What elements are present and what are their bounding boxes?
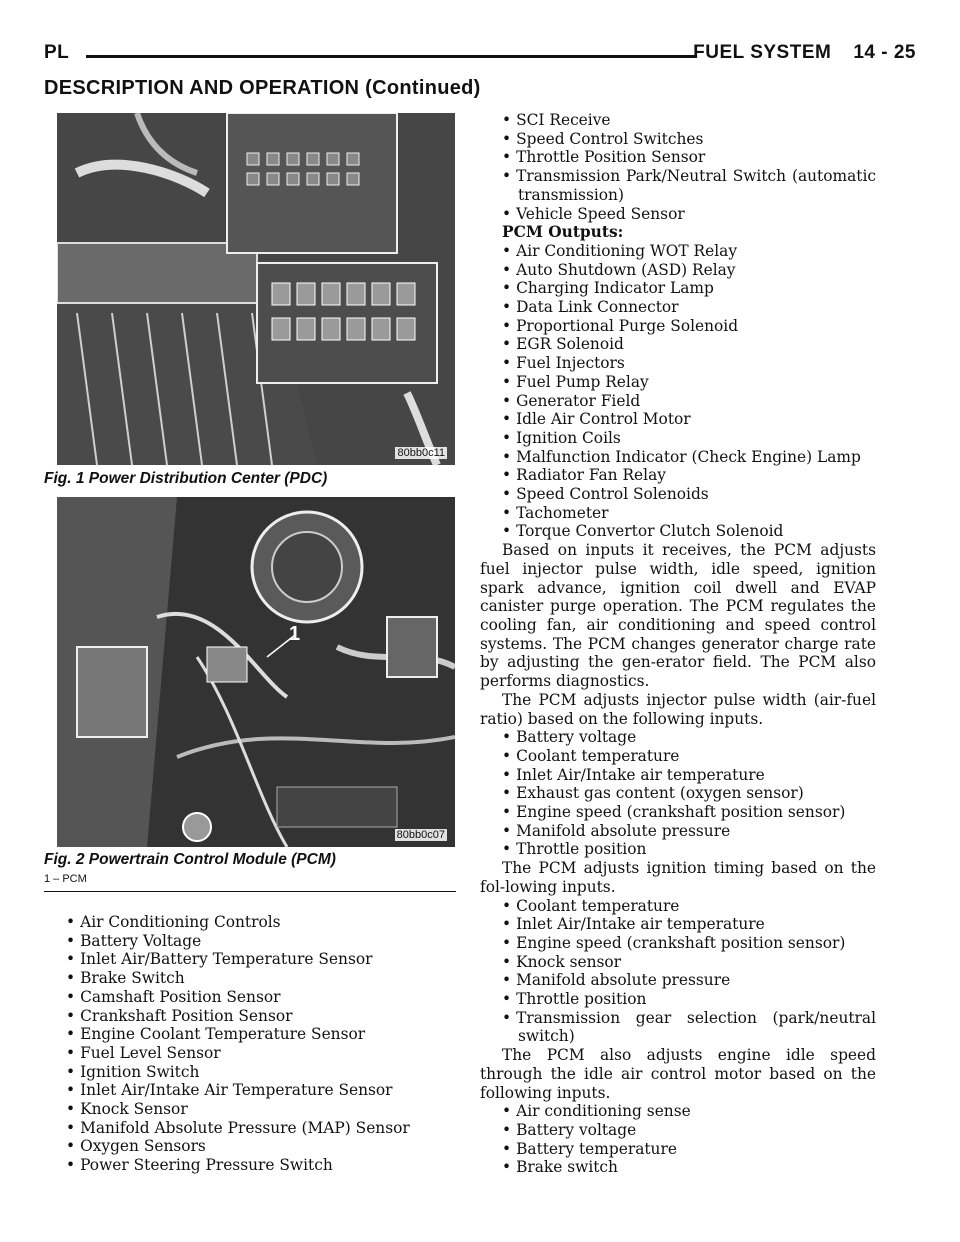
figure-rule <box>44 891 456 892</box>
list-item: • Coolant temperature <box>486 897 876 916</box>
list-item: • Camshaft Position Sensor <box>50 988 456 1007</box>
list-item: • Power Steering Pressure Switch <box>50 1156 456 1175</box>
list-item: • Knock sensor <box>486 953 876 972</box>
list-item: • Charging Indicator Lamp <box>486 279 876 298</box>
list-item: • Crankshaft Position Sensor <box>50 1007 456 1026</box>
list-item: • Battery Voltage <box>50 932 456 951</box>
figure-2-legend: 1 – PCM <box>44 873 87 885</box>
list-item: • Transmission Park/Neutral Switch (automatic transmission) <box>480 167 876 204</box>
paragraph: The PCM adjusts injector pulse width (air-fuel ratio) based on the following inputs. <box>480 690 876 728</box>
list-item: • Tachometer <box>486 504 876 523</box>
list-item: • Air conditioning sense <box>486 1102 876 1121</box>
list-item: • Fuel Pump Relay <box>486 373 876 392</box>
paragraph: The PCM adjusts ignition timing based on the fol-lowing inputs. <box>480 859 876 896</box>
list-item: • Inlet Air/Intake Air Temperature Sensor <box>50 1081 456 1100</box>
list-item: • Battery voltage <box>486 1121 876 1140</box>
list-item: • Battery voltage <box>486 728 876 747</box>
list-item: • Vehicle Speed Sensor <box>486 205 876 224</box>
list-item: • Transmission gear selection (park/neutral switch) <box>480 1009 876 1046</box>
list-item: • Idle Air Control Motor <box>486 410 876 429</box>
pcm-photo-illustration <box>57 497 455 847</box>
list-item: • Auto Shutdown (ASD) Relay <box>486 261 876 280</box>
list-item: • Fuel Level Sensor <box>50 1044 456 1063</box>
list-item: • Proportional Purge Solenoid <box>486 317 876 336</box>
figure-1-code: 80bb0c11 <box>397 447 445 459</box>
list-item: • Engine speed (crankshaft position sensor) <box>486 803 876 822</box>
list-item: • Battery temperature <box>486 1140 876 1159</box>
list-item: • Oxygen Sensors <box>50 1137 456 1156</box>
list-item: • Ignition Coils <box>486 429 876 448</box>
list-item: • Exhaust gas content (oxygen sensor) <box>486 784 876 803</box>
figure-2-pcm-photo <box>57 497 455 847</box>
list-item: • Fuel Injectors <box>486 354 876 373</box>
list-item: • Generator Field <box>486 392 876 411</box>
header-section-name: FUEL SYSTEM <box>693 42 832 63</box>
list-item: • Manifold absolute pressure <box>486 971 876 990</box>
paragraph: Based on inputs it receives, the PCM adjusts fuel injector pulse width, idle speed, ignition spark advance, ignition coil dwell and EVAP canister purge operation. The PCM regulates the cooling fan, air conditioning and speed control systems. The PCM changes generator charge rate by adjusting the gen-erator field. The PCM also performs diagnostics. <box>480 541 876 691</box>
figure-1-caption: Fig. 1 Power Distribution Center (PDC) <box>44 470 328 487</box>
list-item: • Ignition Switch <box>50 1063 456 1082</box>
list-item: • Throttle position <box>486 990 876 1009</box>
list-item: • Manifold Absolute Pressure (MAP) Sensor <box>50 1119 456 1138</box>
list-item: • Inlet Air/Intake air temperature <box>486 915 876 934</box>
list-item: • Engine speed (crankshaft position sensor) <box>486 934 876 953</box>
list-item: • Inlet Air/Intake air temperature <box>486 766 876 785</box>
left-column <box>44 913 456 1175</box>
list-item: • Throttle position <box>486 840 876 859</box>
list-item: • Coolant temperature <box>486 747 876 766</box>
list-item: • Brake switch <box>486 1158 876 1177</box>
list-item: • Engine Coolant Temperature Sensor <box>50 1025 456 1044</box>
header-manual-code: PL <box>44 42 70 63</box>
list-item: • Data Link Connector <box>486 298 876 317</box>
paragraph: The PCM also adjusts engine idle speed through the idle air control motor based on the following inputs. <box>480 1046 876 1102</box>
figure-1-pdc-photo <box>57 113 455 465</box>
list-item: • EGR Solenoid <box>486 335 876 354</box>
pcm-callout-number: 1 <box>289 623 301 645</box>
figure-2-code: 80bb0c07 <box>396 829 445 841</box>
figure-2-caption: Fig. 2 Powertrain Control Module (PCM) <box>44 851 336 868</box>
pdc-photo-illustration <box>57 113 455 465</box>
header-right <box>693 42 916 64</box>
list-item: • SCI Receive <box>486 111 876 130</box>
right-column <box>480 111 876 1177</box>
list-item: • Torque Convertor Clutch Solenoid <box>486 522 876 541</box>
list-item: • Air Conditioning WOT Relay <box>486 242 876 261</box>
outputs-heading: PCM Outputs: <box>502 223 624 242</box>
list-item: • Throttle Position Sensor <box>486 148 876 167</box>
list-item: • Speed Control Solenoids <box>486 485 876 504</box>
section-title: DESCRIPTION AND OPERATION (Continued) <box>44 77 481 99</box>
list-item: • Radiator Fan Relay <box>486 466 876 485</box>
list-item: • Malfunction Indicator (Check Engine) Lamp <box>486 448 876 467</box>
list-item: • Manifold absolute pressure <box>486 822 876 841</box>
list-item: • Speed Control Switches <box>486 130 876 149</box>
list-item: • Knock Sensor <box>50 1100 456 1119</box>
list-item: • Inlet Air/Battery Temperature Sensor <box>50 950 456 969</box>
header-page-number: 14 - 25 <box>853 42 916 63</box>
list-item: • Brake Switch <box>50 969 456 988</box>
header-rule <box>86 55 695 58</box>
list-item: • Air Conditioning Controls <box>50 913 456 932</box>
